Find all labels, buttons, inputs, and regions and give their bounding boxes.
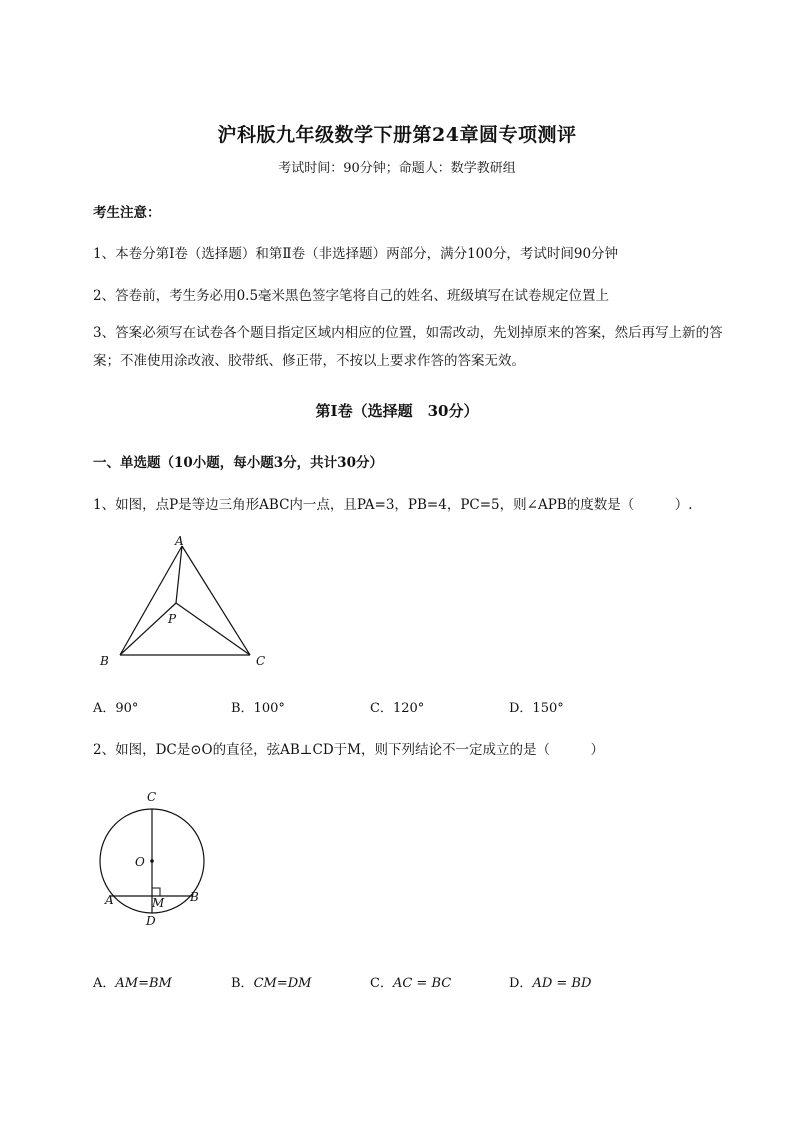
question-2-figure <box>92 785 222 935</box>
segment-pc <box>176 603 250 655</box>
label-a: A <box>175 534 184 548</box>
question-1-option-a: A．90° <box>93 701 139 716</box>
right-angle-mark <box>152 888 160 896</box>
triangle-side-ab <box>120 546 182 655</box>
option-a-body: AM=BM <box>115 976 172 991</box>
option-b-body: CM=DM <box>253 976 312 991</box>
question-1-option-d: D．150° <box>509 701 564 716</box>
center-point <box>150 859 154 863</box>
question-1-option-b: B．100° <box>231 701 285 716</box>
question-1-figure <box>92 530 282 675</box>
question-2-option-a <box>93 972 172 991</box>
label-b: B <box>190 890 199 904</box>
label-a-text: A <box>105 893 114 907</box>
label-d: D <box>146 914 156 928</box>
notice-item-1: 1、本卷分第I卷（选择题）和第Ⅱ卷（非选择题）两部分，满分100分，考试时间90分钟 <box>93 246 619 262</box>
question-2-option-d <box>509 972 591 991</box>
triangle-side-ac <box>182 546 250 655</box>
section-title: 第I卷（选择题 30分） <box>315 402 479 420</box>
page-title: 沪科版九年级数学下册第24章圆专项测评 <box>217 124 577 146</box>
page-subtitle: 考试时间：90分钟；命题人：数学教研组 <box>278 161 516 176</box>
question-1-option-c: C．120° <box>370 701 425 716</box>
option-d-body: AD = BD <box>532 976 592 991</box>
question-1-stem: 1、如图，点P是等边三角形ABC内一点，且PA=3，PB=4，PC=5，则∠APB的度数是（ ）. <box>93 497 693 513</box>
option-d-prefix: D． <box>509 976 533 991</box>
segment-pb <box>120 603 176 655</box>
question-2-stem: 2、如图，DC是⊙O的直径，弦AB⊥CD于M，则下列结论不一定成立的是（ ） <box>93 742 604 758</box>
option-c-prefix: C． <box>370 976 393 991</box>
option-b-prefix: B． <box>231 976 254 991</box>
part-heading: 一、单选题（10小题，每小题3分，共计30分） <box>93 455 383 471</box>
question-2-option-c <box>370 972 451 991</box>
label-o: O <box>135 855 145 869</box>
notice-heading: 考生注意： <box>93 205 161 221</box>
label-b: B <box>100 654 109 668</box>
notice-item-3: 3、答案必须写在试卷各个题目指定区域内相应的位置，如需改动，先划掉原来的答案，然后再写上新的答案；不准使用涂改液、胶带纸、修正带，不按以上要求作答的答案无效。 <box>93 325 723 369</box>
label-m: M <box>152 896 165 910</box>
label-c: C <box>147 790 157 804</box>
label-p: P <box>168 612 177 626</box>
question-2-option-b <box>231 972 311 991</box>
label-c: C <box>256 654 266 668</box>
option-a-prefix: A． <box>93 976 116 991</box>
option-c-body: AC = BC <box>392 976 452 991</box>
notice-item-2: 2、答卷前，考生务必用0.5毫米黑色签字笔将自己的姓名、班级填写在试卷规定位置上 <box>93 288 610 304</box>
